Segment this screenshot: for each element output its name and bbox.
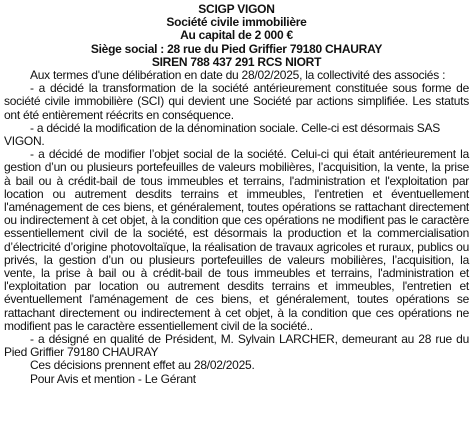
company-form: Société civile immobilière [166, 15, 307, 30]
intro-paragraph: Aux termes d'une délibération en date du 28/02/2025, la collectivité des associés : [30, 68, 446, 83]
decision-president: - a désigné en qualité de Président, M. Sylvain LARCHER, demeurant au 28 rue du Pied Griffier 79180 CHAURAY [4, 332, 469, 360]
legal-notice [4, 3, 469, 386]
company-capital: Au capital de 2 000 € [180, 28, 293, 43]
company-name: SCIGP VIGON [198, 2, 275, 16]
decision-purpose-change: - a décidé de modifier l’objet social de la société. Celui-ci qui était antérieurement la gestion d’un ou plusieurs portefeuilles de valeurs mobilières, l’acquisition, la vente, la prise à bail ou à crédit-bail de tous immeubles et terrains, l'administration et l'exploitation par location ou autrement desdits terrains et immeubles, l'entretien et éventuellement l'aménagement de ces biens, et généralement, toutes opérations se rattachant directement ou indirectement à cet objet, à la condition que ces opérations ne modifient pas le caractère essentiellement civil de la société, est désormais la production et la commercialisation d’électricité d’origine photovoltaïque, la réalisation de travaux agricoles et ruraux, publics ou privés, la gestion d’un ou plusieurs portefeuilles de valeurs mobilières, l’acquisition, la vente, la prise à bail ou à crédit-bail de tous immeubles et terrains, l'administration et l'exploitation par location ou autrement desdits terrains et immeubles, l'entretien et éventuellement l'aménagement de ces biens, et généralement, toutes opérations se rattachant directement ou indirectement à cet objet, à la condition que ces opérations ne modifient pas le caractère essentiellement civil de la société.. [4, 147, 469, 333]
registered-office: Siège social : 28 rue du Pied Griffier 79180 CHAURAY [90, 41, 383, 56]
decision-name-change: - a décidé la modification de la dénomination sociale. Celle-ci est désormais SAS VIGON. [4, 120, 440, 149]
signature-line: Pour Avis et mention - Le Gérant [30, 371, 196, 386]
effective-date: Ces décisions prennent effet au 28/02/2025. [30, 358, 255, 373]
siren-number: SIREN 788 437 291 RCS NIORT [151, 54, 322, 69]
decision-transformation: - a décidé la transformation de la société antérieurement constituée sous forme de société civile immobilière (SCI) qui devient une Société par actions simplifiée. Les statuts ont été entièrement réécrits en conséquence. [4, 81, 469, 122]
